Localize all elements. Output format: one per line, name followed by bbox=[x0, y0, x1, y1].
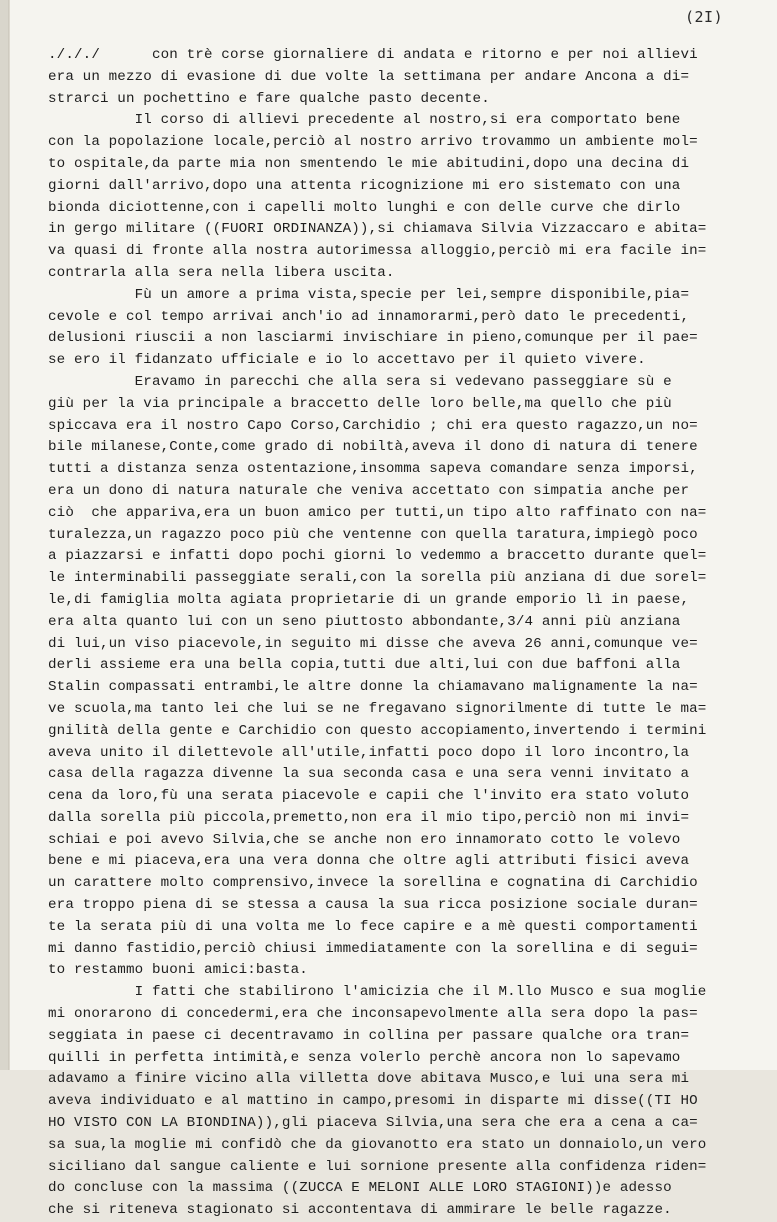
text-line: siciliano dal sangue caliente e lui sornione presente alla confidenza riden= bbox=[48, 1158, 707, 1175]
text-line: turalezza,un ragazzo poco più che ventenne con quella taratura,impiegò poco bbox=[48, 526, 698, 543]
text-line: Fù un amore a prima vista,specie per lei,sempre disponibile,pia= bbox=[48, 286, 690, 303]
text-line: bionda diciottenne,con i capelli molto lunghi e con delle curve che dirlo bbox=[48, 199, 681, 216]
text-line: seggiata in paese ci decentravamo in collina per passare qualche ora tran= bbox=[48, 1027, 690, 1044]
text-line: era alta quanto lui con un seno piuttosto abbondante,3/4 anni più anziana bbox=[48, 613, 681, 630]
text-line: giù per la via principale a braccetto delle loro belle,ma quello che più bbox=[48, 395, 672, 412]
text-line: delusioni riuscii a non lasciarmi invischiare in pieno,comunque per il pae= bbox=[48, 330, 698, 347]
text-line: do concluse con la massima ((ZUCCA E MELONI ALLE LORO STAGIONI))e adesso bbox=[48, 1180, 672, 1197]
text-line: dalla sorella più piccola,premetto,non era il mio tipo,perciò non mi invi= bbox=[48, 809, 690, 826]
text-line: cevole e col tempo arrivai anch'io ad innamorarmi,però dato le precedenti, bbox=[48, 308, 690, 325]
text-line: contrarla alla sera nella libera uscita. bbox=[48, 264, 395, 281]
text-line: bile milanese,Conte,come grado di nobiltà,aveva il dono di natura di tenere bbox=[48, 439, 698, 456]
page-gutter bbox=[0, 0, 8, 1070]
text-line: tutti a distanza senza ostentazione,insomma sapeva comandare senza imporsi, bbox=[48, 461, 698, 478]
text-line: schiai e poi avevo Silvia,che se anche non ero innamorato cotto le volevo bbox=[48, 831, 681, 848]
text-line: bene e mi piaceva,era una vera donna che oltre agli attributi fisici aveva bbox=[48, 853, 690, 870]
text-line: strarci un pochettino e fare qualche pasto decente. bbox=[48, 90, 490, 107]
text-line: era un mezzo di evasione di due volte la settimana per andare Ancona a di= bbox=[48, 68, 690, 85]
text-line: le,di famiglia molta agiata proprietarie di un grande emporio lì in paese, bbox=[48, 591, 690, 608]
text-line: era troppo piena di se stessa a causa la sua ricca posizione sociale duran= bbox=[48, 897, 698, 914]
text-line: to restammo buoni amici:basta. bbox=[48, 962, 308, 979]
text-line: aveva unito il dilettevole all'utile,infatti poco dopo il loro incontro,la bbox=[48, 744, 690, 761]
text-line: derli assieme era una bella copia,tutti due alti,lui con due baffoni alla bbox=[48, 657, 681, 674]
text-line: se ero il fidanzato ufficiale e io lo accettavo per il quieto vivere. bbox=[48, 352, 646, 369]
text-line: spiccava era il nostro Capo Corso,Carchidio ; chi era questo ragazzo,un no= bbox=[48, 417, 698, 434]
text-line: adavamo a finire vicino alla villetta dove abitava Musco,e lui una sera mi bbox=[48, 1071, 690, 1088]
page-body-text bbox=[48, 45, 772, 1222]
text-line: era un dono di natura naturale che veniva accettato con simpatia anche per bbox=[48, 482, 690, 499]
text-line: to ospitale,da parte mia non smentendo le mie abitudini,dopo una decina di bbox=[48, 155, 690, 172]
text-line: HO VISTO CON LA BIONDINA)),gli piaceva Silvia,una sera che era a cena a ca= bbox=[48, 1115, 698, 1132]
text-line: sa sua,la moglie mi confidò che da giovanotto era stato un donnaiolo,un vero bbox=[48, 1136, 707, 1153]
text-line: Il corso di allievi precedente al nostro,si era comportato bene bbox=[48, 112, 681, 129]
text-line: ciò che appariva,era un buon amico per tutti,un tipo alto raffinato con na= bbox=[48, 504, 707, 521]
text-line: che si riteneva stagionato si accontentava di ammirare le belle ragazze. bbox=[48, 1202, 672, 1219]
text-line: cena da loro,fù una serata piacevole e capii che l'invito era stato voluto bbox=[48, 788, 690, 805]
text-line: a piazzarsi e infatti dopo pochi giorni lo vedemmo a braccetto durante quel= bbox=[48, 548, 707, 565]
text-line: un carattere molto comprensivo,invece la sorellina e cognatina di Carchidio bbox=[48, 875, 698, 892]
text-line: gnilità della gente e Carchidio con questo accopiamento,invertendo i termini bbox=[48, 722, 707, 739]
text-line: Eravamo in parecchi che alla sera si vedevano passeggiare sù e bbox=[48, 373, 672, 390]
text-line: casa della ragazza divenne la sua seconda casa e una sera venni invitato a bbox=[48, 766, 690, 783]
text-line: di lui,un viso piacevole,in seguito mi disse che aveva 26 anni,comunque ve= bbox=[48, 635, 698, 652]
text-line: con la popolazione locale,perciò al nostro arrivo trovammo un ambiente mol= bbox=[48, 134, 698, 151]
text-line: Stalin compassati entrambi,le altre donne la chiamavano malignamente la na= bbox=[48, 679, 698, 696]
text-line: I fatti che stabilirono l'amicizia che il M.llo Musco e sua moglie bbox=[48, 984, 707, 1001]
text-line: giorni dall'arrivo,dopo una attenta ricognizione mi ero sistemato con una bbox=[48, 177, 681, 194]
text-line: in gergo militare ((FUORI ORDINANZA)),si chiamava Silvia Vizzaccaro e abita= bbox=[48, 221, 707, 238]
text-line: quilli in perfetta intimità,e senza volerlo perchè ancora non lo sapevamo bbox=[48, 1049, 681, 1066]
text-line: ve scuola,ma tanto lei che lui se ne fregavano signorilmente di tutte le ma= bbox=[48, 700, 707, 717]
page-number: (2I) bbox=[685, 8, 724, 26]
text-line: aveva individuato e al mattino in campo,presomi in disparte mi disse((TI HO bbox=[48, 1093, 698, 1110]
text-line: le interminabili passeggiate serali,con la sorella più anziana di due sorel= bbox=[48, 570, 707, 587]
text-line: te la serata più di una volta me lo fece capire e a mè questi comportamenti bbox=[48, 918, 698, 935]
text-line: ./././ con trè corse giornaliere di andata e ritorno e per noi allievi bbox=[48, 47, 698, 63]
text-line: va quasi di fronte alla nostra autorimessa alloggio,perciò mi era facile in= bbox=[48, 243, 707, 260]
text-line: mi onorarono di concedermi,era che inconsapevolmente alla sera dopo la pas= bbox=[48, 1006, 698, 1023]
text-line: mi danno fastidio,perciò chiusi immediatamente con la sorellina e di segui= bbox=[48, 940, 698, 957]
